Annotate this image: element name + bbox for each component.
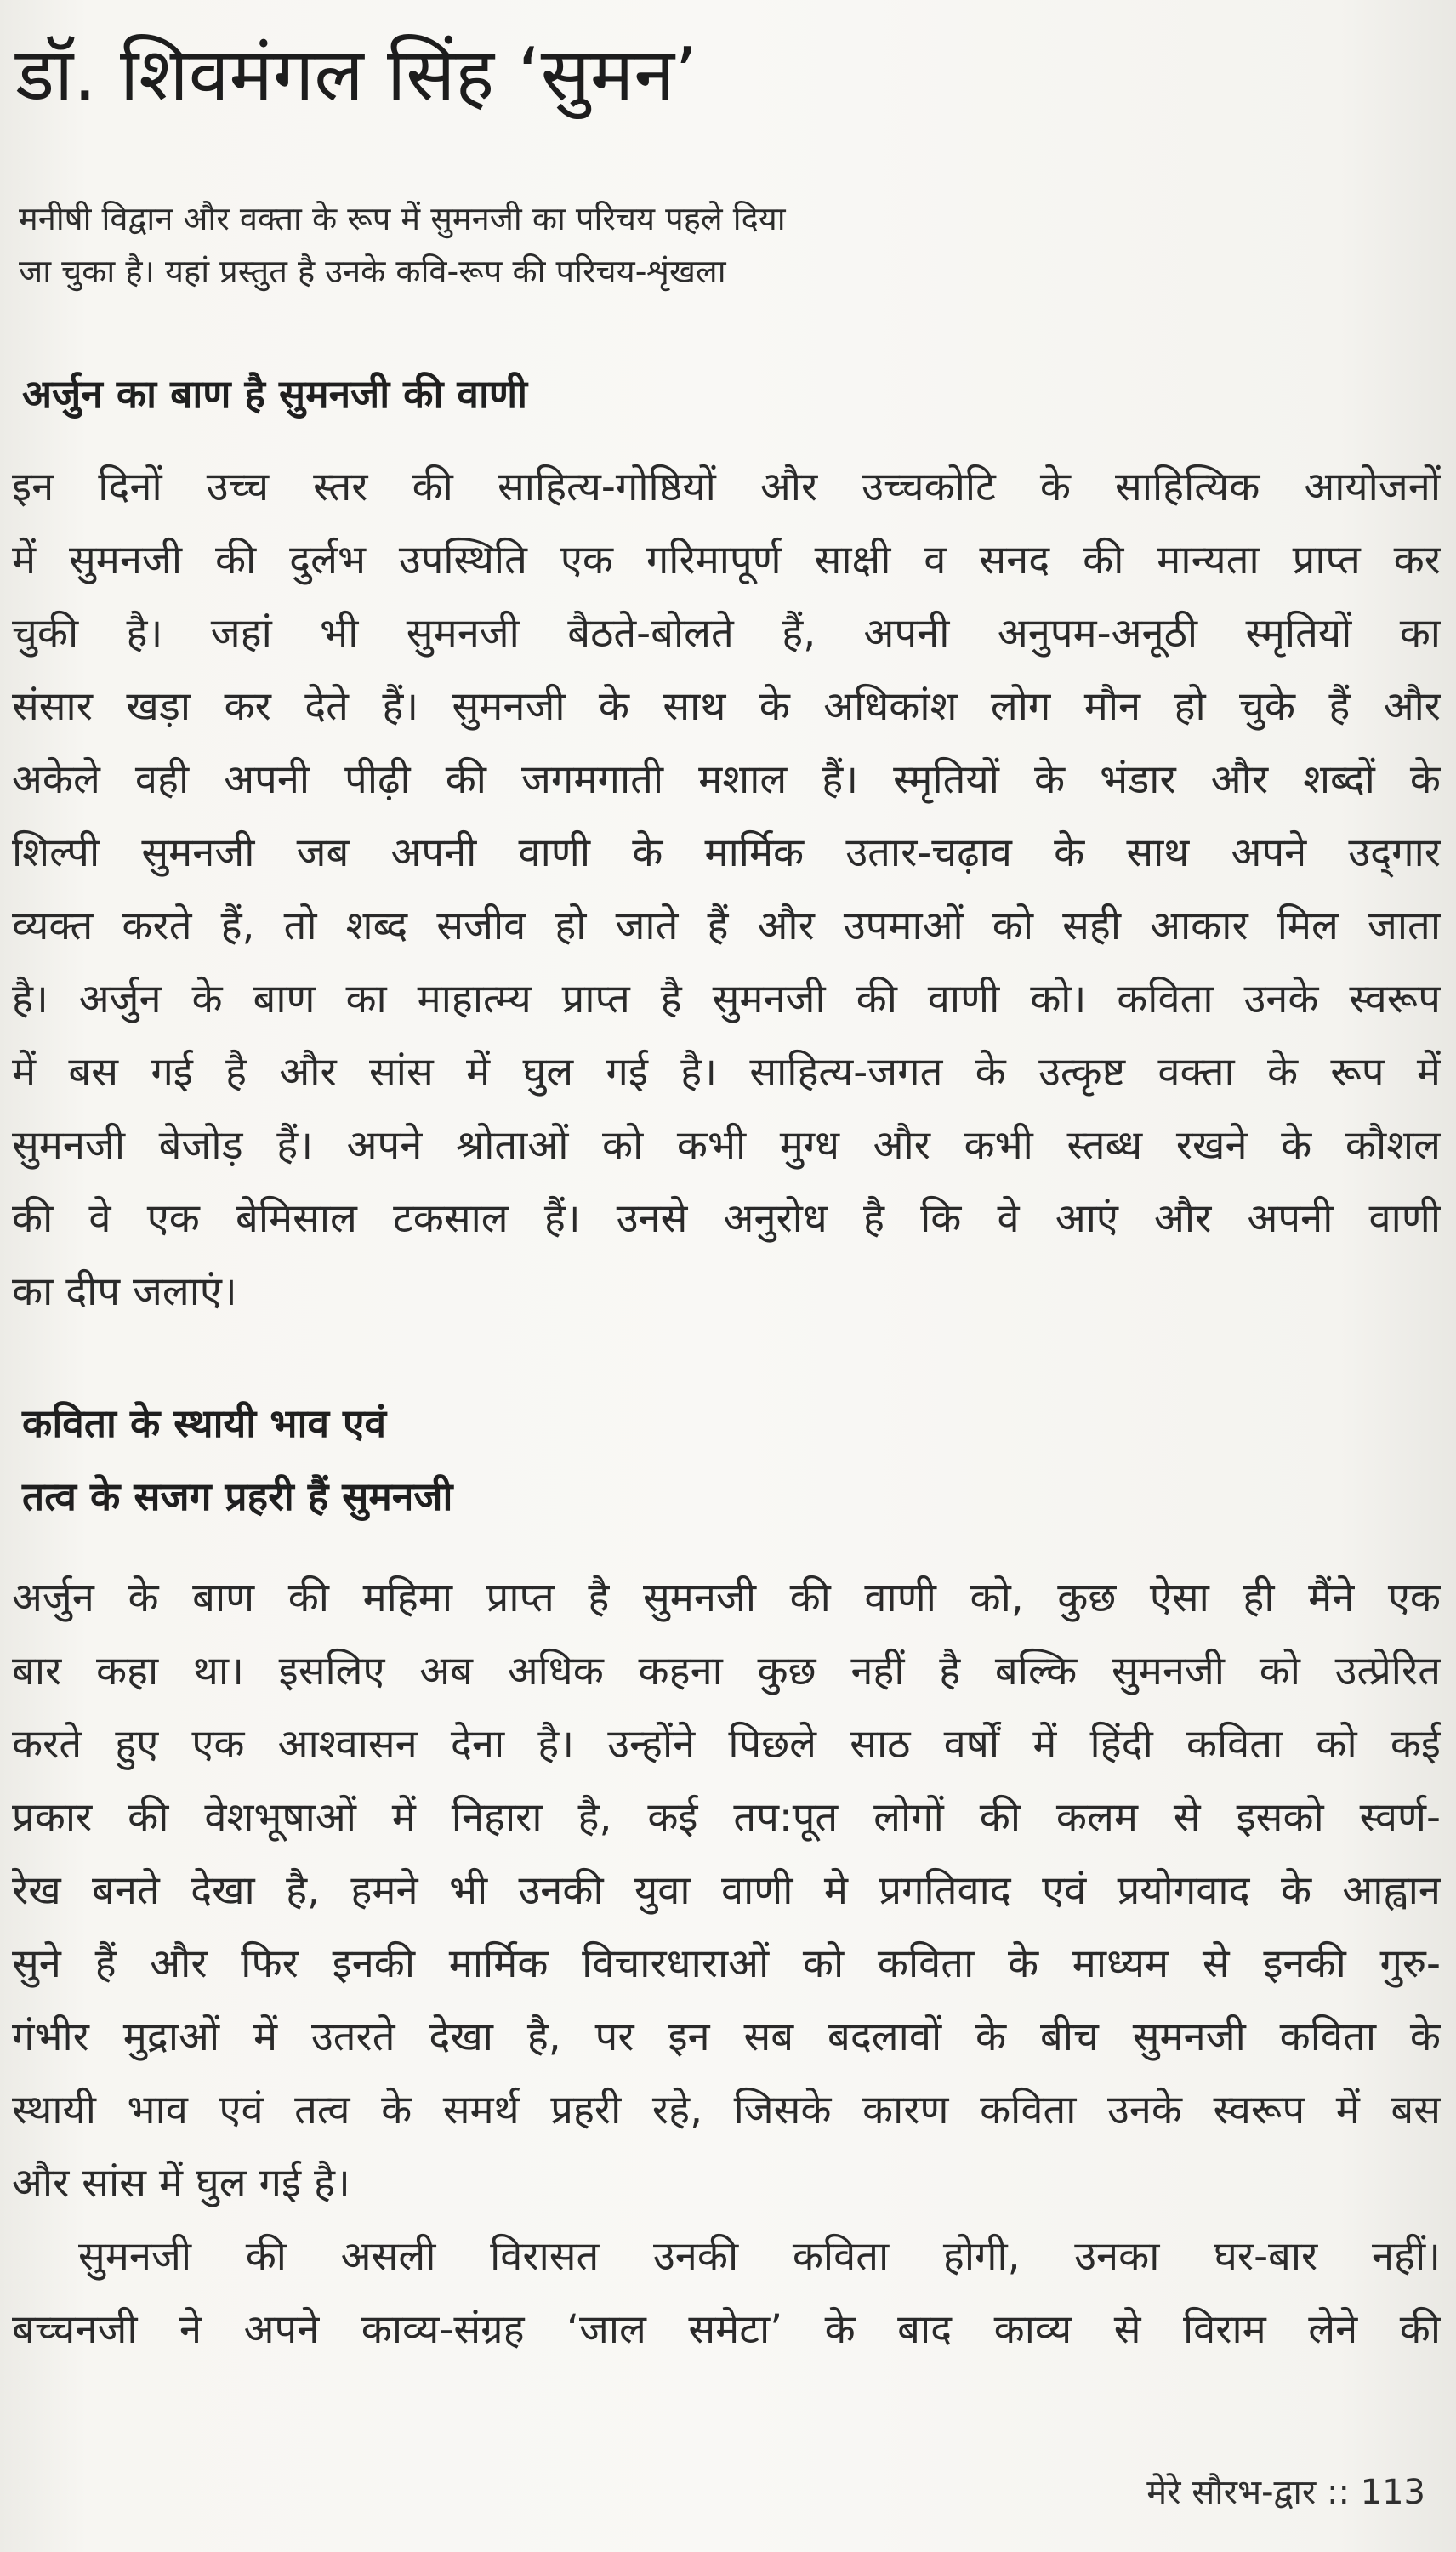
page-title: डॉ. शिवमंगल सिंह ‘सुमन’ — [15, 32, 698, 117]
paragraph-line: अकेले वही अपनी पीढ़ी की जगमगाती मशाल हैं। स्मृतियों के भंडार और शब्दों के — [12, 756, 1441, 803]
paragraph-line: है। अर्जुन के बाण का माहात्म्य प्राप्त है सुमनजी की वाणी को। कविता उनके स्वरूप — [12, 976, 1441, 1023]
paragraph-line: प्रकार की वेशभूषाओं में निहारा है, कई तप:पूत लोगों की कलम से इसको स्वर्ण- — [12, 1794, 1441, 1841]
intro-line: जा चुका है। यहां प्रस्तुत है उनके कवि-रूप की परिचय-शृंखला — [19, 253, 726, 290]
paragraph-line: इन दिनों उच्च स्तर की साहित्य-गोष्ठियों और उच्चकोटि के साहित्यिक आयोजनों — [12, 464, 1441, 510]
section-paragraph-arjun — [12, 451, 1441, 1329]
paragraph-line: शिल्पी सुमनजी जब अपनी वाणी के मार्मिक उतार-चढ़ाव के साथ अपने उद्‌गार — [12, 829, 1441, 876]
paragraph-line: बच्चनजी ने अपने काव्य-संग्रह ‘जाल समेटा’ के बाद काव्य से विराम लेने की — [12, 2306, 1441, 2353]
paragraph-line: बार कहा था। इसलिए अब अधिक कहना कुछ नहीं है बल्कि सुमनजी को उत्प्रेरित — [12, 1648, 1441, 1695]
section-heading-arjun: अर्जुन का बाण है सुमनजी की वाणी — [22, 371, 528, 417]
heading-line: कविता के स्थायी भाव एवं — [22, 1400, 387, 1446]
paragraph-line: में बस गई है और सांस में घुल गई है। साहित्य-जगत के उत्कृष्ट वक्ता के रूप में — [12, 1049, 1441, 1096]
paragraph-line: की वे एक बेमिसाल टकसाल हैं। उनसे अनुरोध है कि वे आएं और अपनी वाणी — [12, 1195, 1441, 1242]
paragraph-line: सुमनजी बेजोड़ हैं। अपने श्रोताओं को कभी मुग्ध और कभी स्तब्ध रखने के कौशल — [12, 1122, 1441, 1169]
paragraph-line: अर्जुन के बाण की महिमा प्राप्त है सुमनजी की वाणी को, कुछ ऐसा ही मैंने एक — [12, 1575, 1441, 1621]
section-heading-guardian — [22, 1387, 452, 1533]
paragraph-line: रेख बनते देखा है, हमने भी उनकी युवा वाणी मे प्रगतिवाद एवं प्रयोगवाद के आह्वान — [12, 1867, 1441, 1914]
paragraph-line: स्थायी भाव एवं तत्व के समर्थ प्रहरी रहे, जिसके कारण कविता उनके स्वरूप में बस — [12, 2087, 1441, 2133]
paragraph-line: सुने हैं और फिर इनकी मार्मिक विचारधाराओं को कविता के माध्यम से इनकी गुरु- — [12, 1940, 1441, 1987]
intro-line: मनीषी विद्वान और वक्ता के रूप में सुमनजी का परिचय पहले दिया — [19, 200, 786, 237]
paragraph-line: गंभीर मुद्राओं में उतरते देखा है, पर इन सब बदलावों के बीच सुमनजी कविता के — [12, 2014, 1441, 2060]
paragraph-line: में सुमनजी की दुर्लभ उपस्थिति एक गरिमापूर्ण साक्षी व सनद की मान्यता प्राप्त कर — [12, 537, 1441, 584]
paragraph-line: व्यक्त करते हैं, तो शब्द सजीव हो जाते हैं और उपमाओं को सही आकार मिल जाता — [12, 903, 1441, 949]
paragraph-line: करते हुए एक आश्वासन देना है। उन्होंने पिछले साठ वर्षों में हिंदी कविता को कई — [12, 1721, 1441, 1768]
paragraph-line: चुकी है। जहां भी सुमनजी बैठते-बोलते हैं, अपनी अनुपम-अनूठी स्मृतियों का — [12, 610, 1441, 657]
intro-text — [19, 192, 1294, 298]
paragraph-line: सुमनजी की असली विरासत उनकी कविता होगी, उनका घर-बार नहीं। — [78, 2233, 1441, 2280]
section-paragraph-guardian — [12, 1562, 1441, 2367]
paragraph-line: संसार खड़ा कर देते हैं। सुमनजी के साथ के अधिकांश लोग मौन हो चुके हैं और — [12, 683, 1441, 730]
page-footer: मेरे सौरभ-द्वार :: 113 — [1146, 2473, 1425, 2512]
heading-line: तत्व के सजग प्रहरी हैं सुमनजी — [22, 1473, 453, 1519]
paragraph-line: और सांस में घुल गई है। — [12, 2160, 350, 2207]
paragraph-line: का दीप जलाएं। — [12, 1268, 237, 1315]
